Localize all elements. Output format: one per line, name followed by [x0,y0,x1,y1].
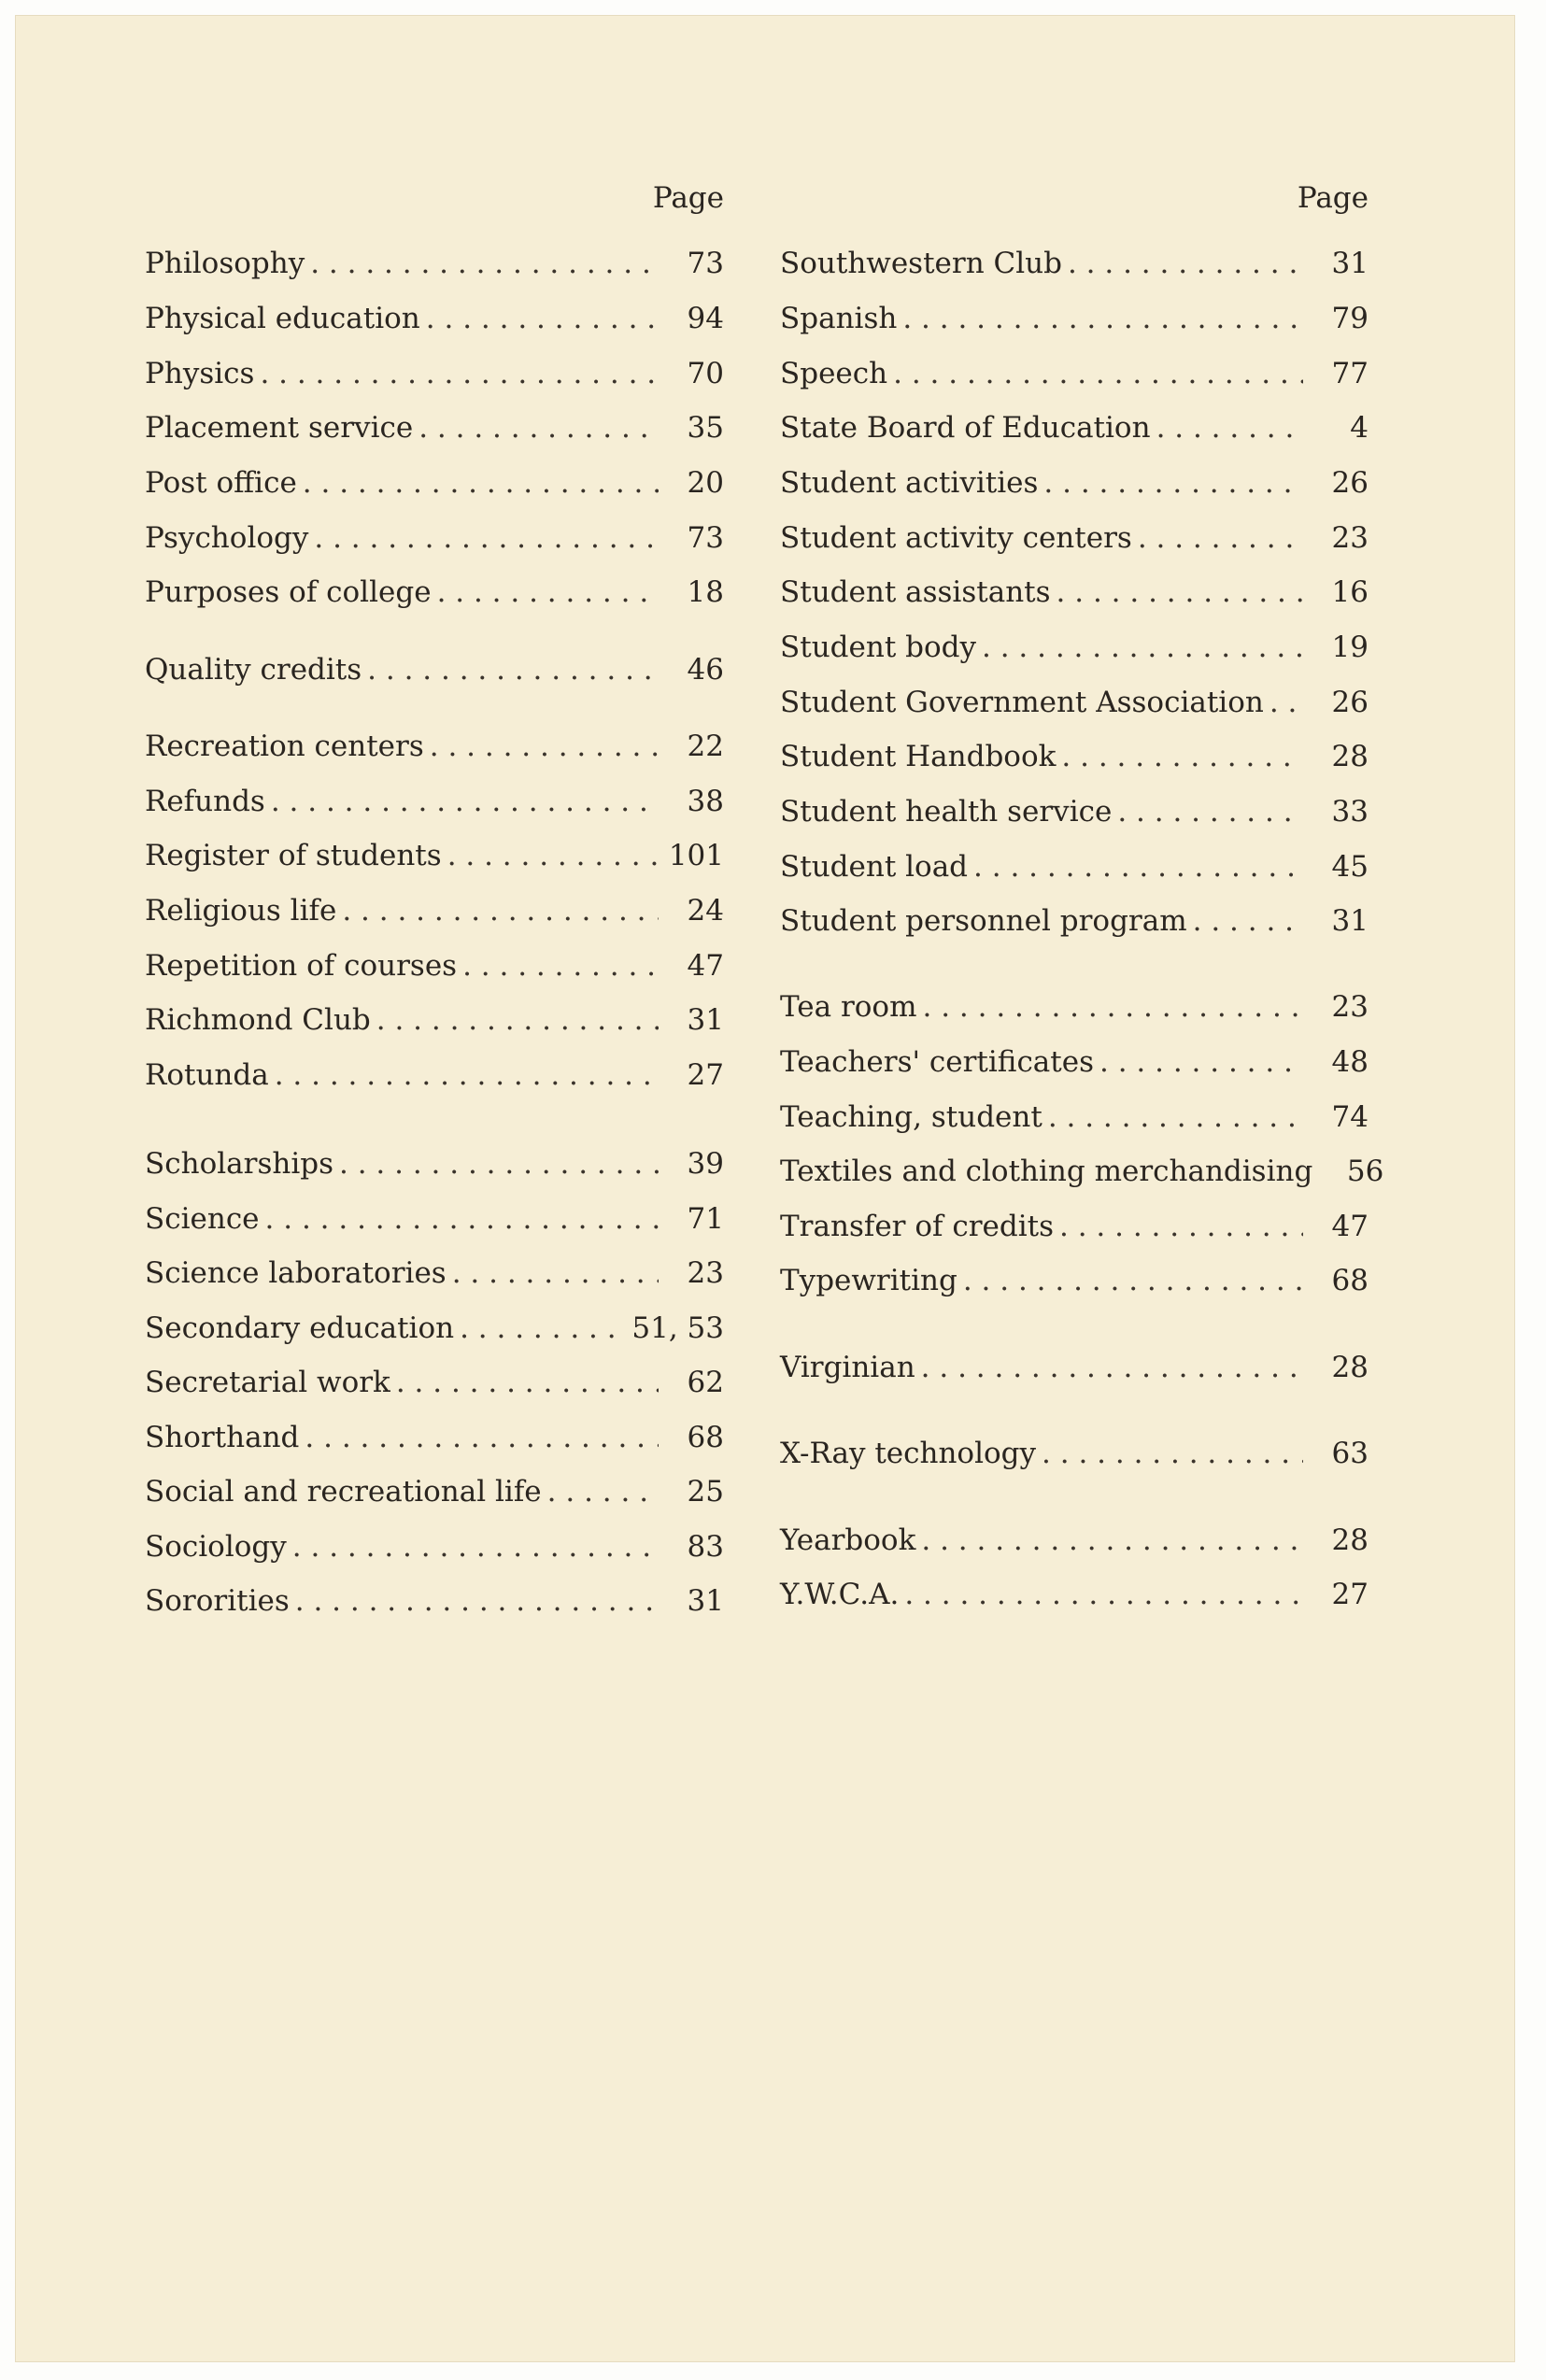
index-entry [145,409,724,446]
dot-leader [1042,1435,1303,1472]
index-entry-label: State Board of Education [780,411,1151,445]
dot-leader [275,1056,659,1094]
index-entry-page-number: 24 [687,894,724,928]
index-entry [145,1254,724,1292]
index-entry [780,1349,1369,1386]
index-entry-page-number: 48 [1331,1045,1369,1079]
index-entry-label: Religious life [145,894,337,928]
index-entry-page-number: 19 [1331,630,1369,664]
index-entry-label: Post office [145,466,297,500]
index-entry-label: Recreation centers [145,730,424,763]
index-entry-label: Virginian [780,1351,915,1384]
dot-leader [1193,902,1303,940]
dot-leader [1156,409,1303,446]
index-entry-label: Richmond Club [145,1003,371,1037]
index-entry-page-number: 31 [1331,247,1369,280]
index-entry-label: Register of students [145,839,442,872]
index-entry-page-number: 22 [687,730,724,763]
dot-leader [310,245,659,282]
index-entry [145,1582,724,1620]
index-entry [145,245,724,282]
dot-leader [418,409,659,446]
index-entry [145,519,724,557]
index-entry-label: Spanish [780,302,898,335]
index-entry [780,574,1369,611]
index-entry [145,574,724,611]
index-entry-label: Quality credits [145,653,362,687]
dot-leader [1048,1098,1303,1136]
index-entry [780,848,1369,885]
dot-leader [904,1576,1303,1613]
index-entry-label: Tea room [780,990,917,1024]
index-entry [145,1310,724,1347]
index-entry-label: Placement service [145,411,414,445]
dot-leader [367,651,659,688]
dot-leader [295,1582,659,1620]
dot-leader [342,892,659,929]
index-entry [145,1419,724,1456]
index-entry [780,1435,1369,1472]
dot-leader [547,1473,659,1510]
index-entry [780,738,1369,775]
index-entry-page-number: 73 [687,247,724,280]
index-entry-page-number: 20 [687,466,724,500]
index-entry-page-number: 73 [687,521,724,555]
dot-leader [921,1349,1303,1386]
index-entry-page-number: 68 [1331,1264,1369,1297]
dot-leader [437,574,659,611]
index-entry-page-number: 68 [687,1421,724,1454]
index-entry-label: Student assistants [780,575,1051,609]
index-entry-page-number: 47 [687,949,724,983]
index-entry-label: Y.W.C.A. [780,1578,900,1611]
index-entry [780,1098,1369,1136]
index-entry-page-number: 27 [1331,1578,1369,1611]
index-entry-label: Student activity centers [780,521,1132,555]
dot-leader [260,355,659,392]
index-entry-label: Typewriting [780,1264,957,1297]
index-entry-label: Refunds [145,785,265,818]
index-entry-label: Science [145,1202,260,1236]
index-entry-label: Yearbook [780,1523,916,1557]
index-entry-page-number: 46 [687,653,724,687]
index-entry [780,988,1369,1026]
index-entry-page-number: 79 [1331,302,1369,335]
index-entry [145,1364,724,1401]
index-entry [780,793,1369,830]
index-entry-label: Physics [145,357,255,390]
index-entry-page-number: 62 [687,1366,724,1399]
index-entry-label: Secondary education [145,1311,455,1345]
index-entry-page-number: 94 [687,302,724,335]
index-entry-label: Physical education [145,302,420,335]
index-entry-page-number: 16 [1331,575,1369,609]
index-entry-label: Science laboratories [145,1256,447,1290]
index-entry-label: Student Government Association [780,686,1264,719]
dot-leader [973,848,1303,885]
dot-leader [292,1528,659,1565]
dot-leader [1057,574,1303,611]
index-entry-page-number: 31 [687,1003,724,1037]
index-entry [780,902,1369,940]
dot-leader [305,1419,659,1456]
index-entry-page-number: 70 [687,357,724,390]
dot-leader [303,464,659,502]
index-entry [145,1528,724,1565]
index-entry-page-number: 18 [687,575,724,609]
index-entry-page-number: 38 [687,785,724,818]
index-entry [780,1522,1369,1559]
dot-leader [1138,519,1303,557]
index-entry [145,1001,724,1039]
index-entry-page-number: 39 [687,1147,724,1181]
index-entry-page-number: 71 [687,1202,724,1236]
dot-leader [1061,738,1303,775]
index-entry-label: Student Handbook [780,740,1057,773]
index-entry-page-number: 26 [1331,466,1369,500]
index-entry [780,464,1369,502]
index-entry-label: Student activities [780,466,1039,500]
index-entry-page-number: 28 [1331,1351,1369,1384]
index-entry-label: Sociology [145,1530,287,1564]
index-entry [145,783,724,820]
index-entry [780,355,1369,392]
dot-leader [426,300,659,337]
index-entry-page-number: 51, 53 [631,1311,724,1345]
index-entry [780,245,1369,282]
index-entry-page-number: 33 [1331,795,1369,829]
dot-leader [902,300,1303,337]
index-entry [780,629,1369,666]
index-entry [145,728,724,765]
index-entry [145,300,724,337]
index-entry [780,1043,1369,1081]
index-entry-page-number: 74 [1331,1100,1369,1134]
index-entry-label: Transfer of credits [780,1210,1054,1243]
index-entry-page-number: 23 [1331,521,1369,555]
index-entry-page-number: 101 [668,839,724,872]
index-entry-page-number: 27 [687,1058,724,1092]
dot-leader [339,1145,659,1183]
index-entry-label: Student personnel program [780,904,1187,938]
index-entry-label: Repetition of courses [145,949,458,983]
index-entry-label: X-Ray technology [780,1437,1037,1470]
dot-leader [1043,464,1303,502]
dot-leader [452,1254,659,1292]
index-entry [145,464,724,502]
index-entry-page-number: 56 [1346,1155,1384,1188]
dot-leader [1059,1208,1303,1245]
index-entry-page-number: 28 [1331,1523,1369,1557]
dot-leader [462,947,659,985]
index-entry-label: Southwestern Club [780,247,1062,280]
index-entry-label: Textiles and clothing merchandising [780,1155,1313,1188]
index-entry-label: Teachers' certificates [780,1045,1095,1079]
index-entry-page-number: 77 [1331,357,1369,390]
dot-leader [1269,684,1303,721]
index-entry [780,1262,1369,1299]
index-entry [145,1473,724,1510]
dot-leader [430,728,659,765]
dot-leader [265,1200,659,1238]
index-entry-page-number: 23 [1331,990,1369,1024]
dot-leader [271,783,659,820]
index-entry-page-number: 45 [1331,850,1369,884]
index-entry-label: Secretarial work [145,1366,390,1399]
index-entry [145,947,724,985]
index-entry-label: Teaching, student [780,1100,1042,1134]
dot-leader [921,1522,1303,1559]
index-entry [780,1153,1384,1190]
index-entry-label: Social and recreational life [145,1475,542,1509]
index-entry-label: Purposes of college [145,575,432,609]
index-entry [145,355,724,392]
index-entry-label: Scholarships [145,1147,333,1181]
page-column-heading: Page [1297,181,1369,215]
index-entry-label: Psychology [145,521,309,555]
index-entry [780,1208,1369,1245]
dot-leader [460,1310,622,1347]
dot-leader [1117,793,1303,830]
index-entry-label: Speech [780,357,888,390]
index-entry [145,837,724,874]
index-entry-label: Sororities [145,1584,290,1618]
index-entry-label: Student load [780,850,969,884]
index-entry-page-number: 26 [1331,686,1369,719]
dot-leader [982,629,1303,666]
index-entry [145,892,724,929]
dot-leader [376,1001,659,1039]
index-entry-label: Shorthand [145,1421,300,1454]
index-entry-page-number: 47 [1331,1210,1369,1243]
page-column-heading: Page [652,181,724,215]
index-entry-page-number: 25 [687,1475,724,1509]
index-entry [145,1056,724,1094]
dot-leader [1099,1043,1303,1081]
index-entry-page-number: 4 [1350,411,1369,445]
index-entry-label: Student health service [780,795,1113,829]
dot-leader [893,355,1303,392]
index-entry [780,1576,1369,1613]
index-entry [780,409,1369,446]
dot-leader [447,837,659,874]
index-page [15,15,1515,2362]
index-entry-page-number: 23 [687,1256,724,1290]
index-entry-page-number: 28 [1331,740,1369,773]
index-entry [145,1145,724,1183]
index-entry-label: Student body [780,630,976,664]
dot-leader [396,1364,659,1401]
index-entry [780,684,1369,721]
dot-leader [314,519,659,557]
index-entry-page-number: 35 [687,411,724,445]
index-entry-label: Rotunda [145,1058,269,1092]
index-entry-page-number: 63 [1331,1437,1369,1470]
index-entry-label: Philosophy [145,247,305,280]
dot-leader [963,1262,1303,1299]
index-entry-page-number: 83 [687,1530,724,1564]
dot-leader [923,988,1304,1026]
index-entry [145,651,724,688]
index-entry-page-number: 31 [687,1584,724,1618]
index-entry [145,1200,724,1238]
index-entry [780,519,1369,557]
index-entry-page-number: 31 [1331,904,1369,938]
index-entry [780,300,1369,337]
dot-leader [1068,245,1303,282]
